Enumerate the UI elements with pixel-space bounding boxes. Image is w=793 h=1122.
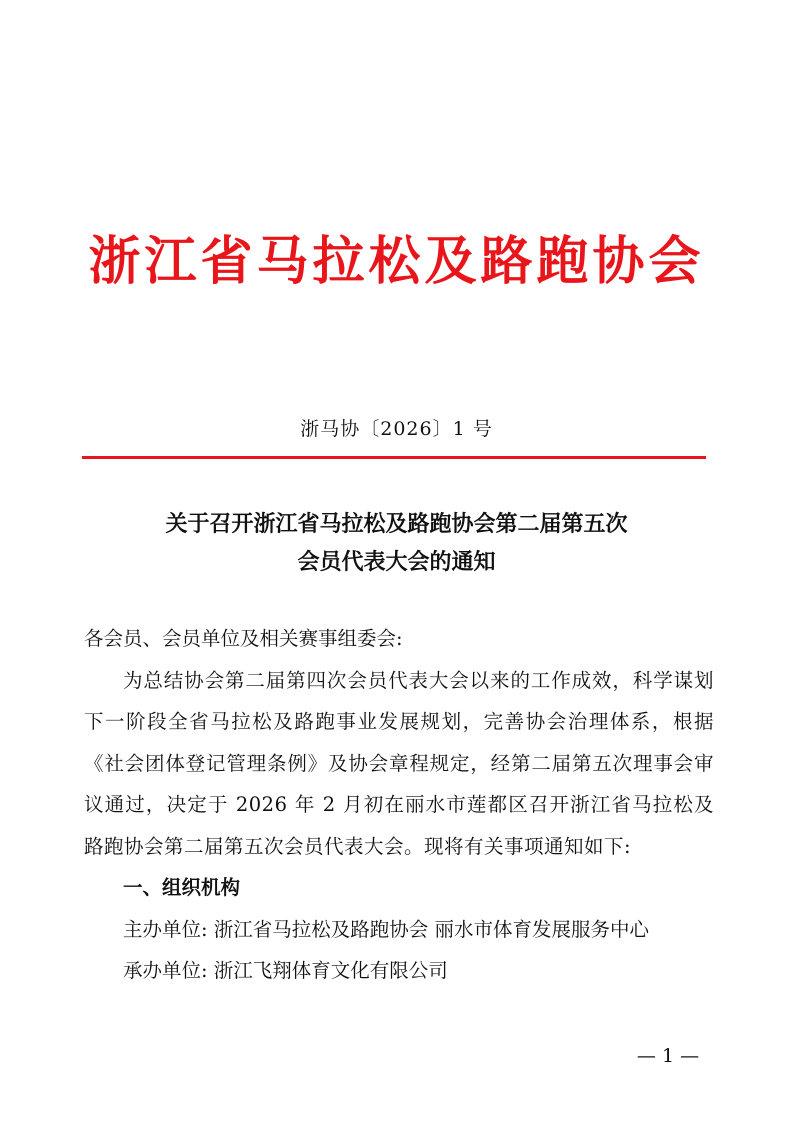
intro-paragraph: 为总结协会第二届第四次会员代表大会以来的工作成效，科学谋划下一阶段全省马拉松及路跑事业发展规划，完善协会治理体系，根据《社会团体登记管理条例》及协会章程规定，经第二届第五次理事会审议通过，决定于 2026 年 2 月初在丽水市莲都区召开浙江省马拉松及路跑协会第二届第五次会员代表大会。现将有关事项通知如下: (84, 668, 714, 858)
organization-title: 浙江省马拉松及路跑协会 (88, 231, 705, 292)
notice-title (0, 505, 793, 581)
organizer-line: 主办单位: 浙江省马拉松及路跑协会 丽水市体育发展服务中心 (123, 917, 649, 941)
page-number: — 1 — (636, 1045, 700, 1067)
red-divider-line (82, 456, 706, 459)
notice-title-line-2: 会员代表大会的通知 (297, 549, 496, 575)
document-number: 浙马协〔2026〕1 号 (300, 418, 493, 440)
notice-title-line-1: 关于召开浙江省马拉松及路跑协会第二届第五次 (165, 511, 628, 537)
salutation: 各会员、会员单位及相关赛事组委会: (84, 627, 403, 650)
section-heading-organization: 一、组织机构 (123, 876, 241, 899)
notice-body (84, 618, 714, 992)
co-organizer-line: 承办单位: 浙江飞翔体育文化有限公司 (123, 959, 448, 982)
